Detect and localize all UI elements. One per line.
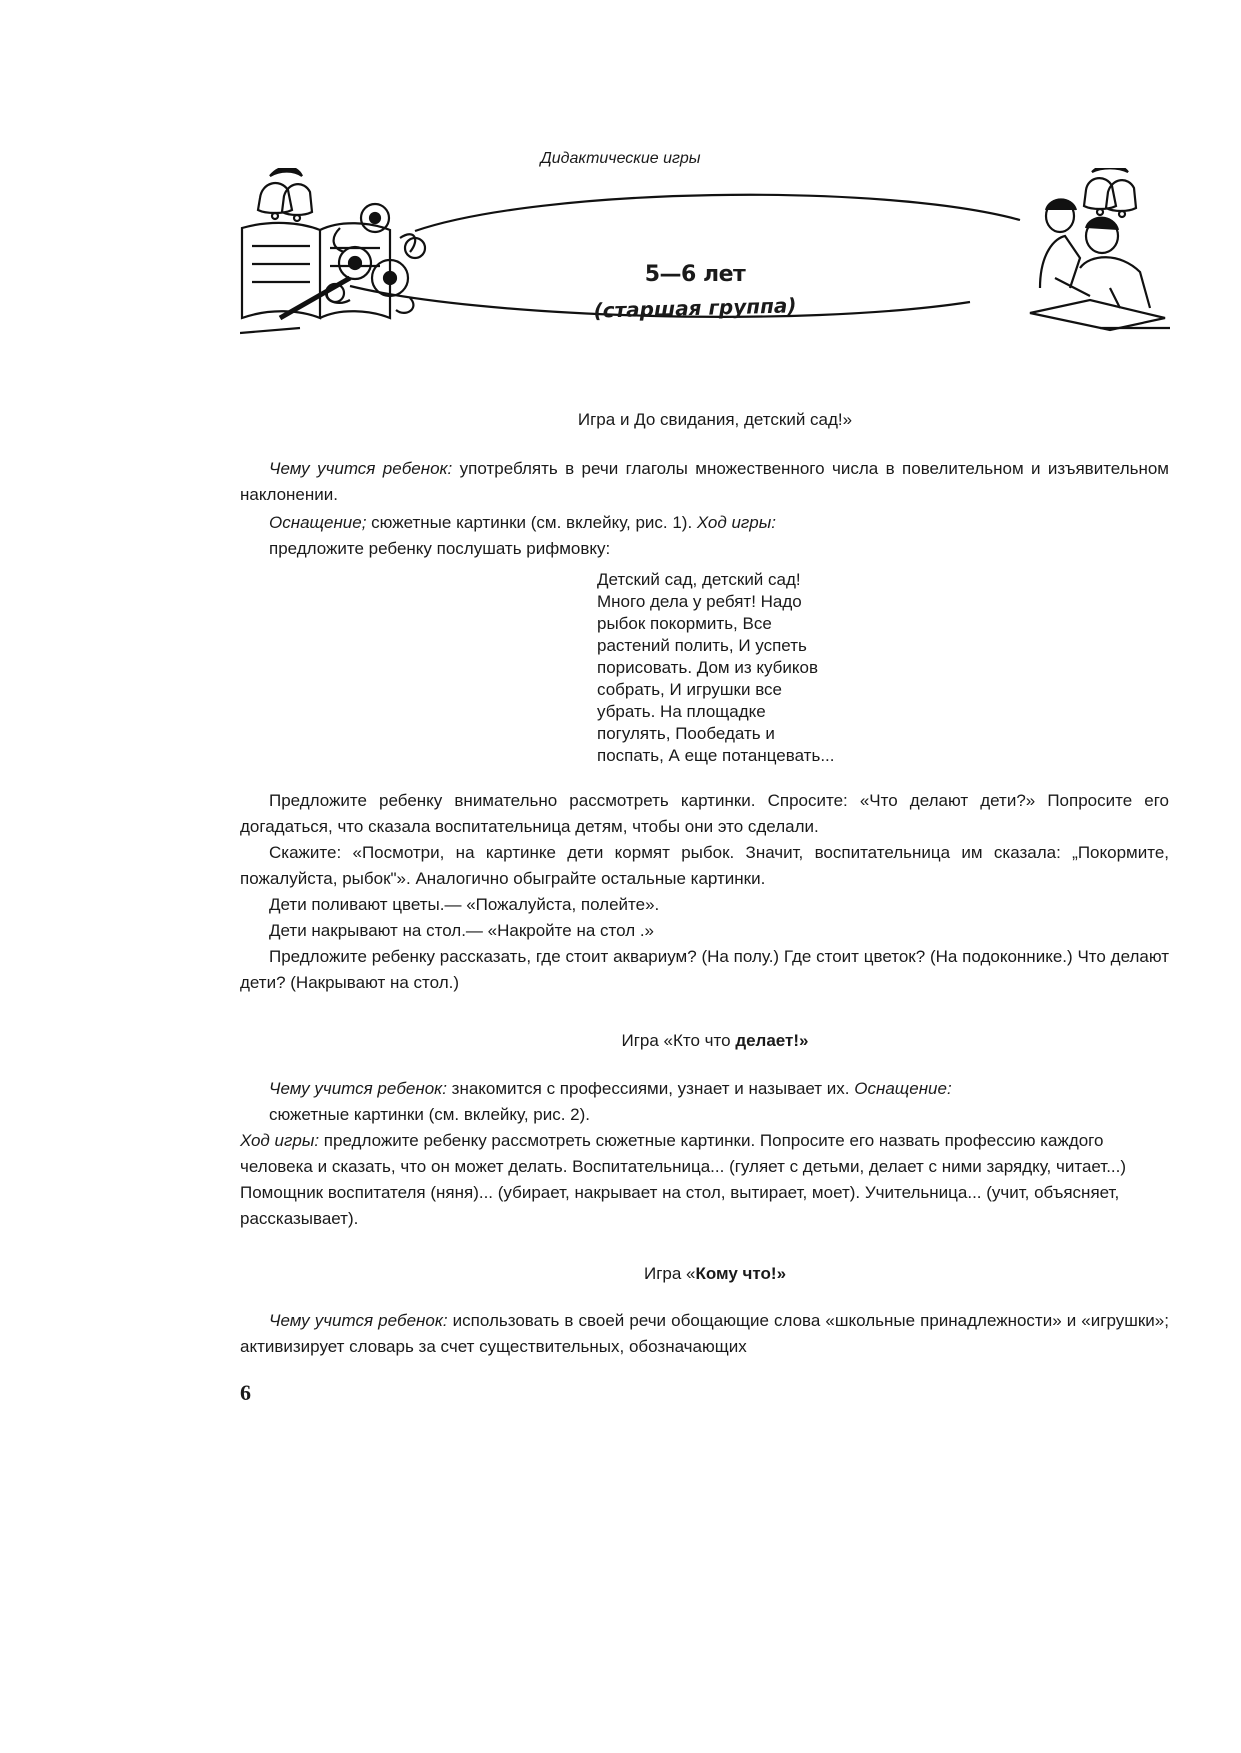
game3-title-prefix: Игра « xyxy=(643,1264,696,1283)
game2-title-bold: делает!» xyxy=(735,1031,809,1050)
game3-title-bold: Кому что!» xyxy=(695,1264,787,1283)
poem-line: поспать, А еще потанцевать... xyxy=(597,746,835,765)
game1-equipment-text: сюжетные картинки (см. вклейку, рис. 1). xyxy=(366,513,697,532)
page-number: 6 xyxy=(240,1380,251,1405)
poem-line: Много дела у ребят! Надо xyxy=(597,592,802,611)
game1-equipment xyxy=(269,510,1169,536)
game2-progress-text: предложите ребенку рассмотреть сюжетные картинки. Попросите его назвать профессию каждого человека и сказать, что он может делать. Воспитательница... (гуляет с детьми, делает с ними зарядку, читает...) Помощник воспитателя (няня)... (убирает, накрывает на стол, вытирает, моет). Учительница... (учит, объясняет, рассказывает). xyxy=(240,1131,1127,1228)
game1-equipment-label: Оснащение; xyxy=(269,513,367,532)
banner-bottom-line xyxy=(240,328,300,333)
game2-progress-label: Ход игры: xyxy=(240,1131,320,1150)
poem-line: собрать, И игрушки все xyxy=(597,680,782,699)
game3-goal-label: Чему учится ребенок: xyxy=(269,1311,448,1330)
game1-intro: предложите ребенку послушать рифмовку: xyxy=(269,539,611,558)
game1-paragraph: Предложите ребенку рассказать, где стоит аквариум? (На полу.) Где стоит цветок? (На подоконнике.) Что делают дети? (Накрывают на стол.) xyxy=(240,947,1169,992)
game2-goal-label: Чему учится ребенок: xyxy=(269,1079,447,1098)
game1-goal-label: Чему учится ребенок: xyxy=(269,459,453,478)
game1-goal xyxy=(240,456,1169,508)
banner-arc-top xyxy=(415,195,1020,231)
poem-line: Детский сад, детский сад! xyxy=(597,570,801,589)
children-studying-icon xyxy=(1030,200,1165,331)
banner-title: 5—6 лет xyxy=(644,262,746,287)
poem-line: растений полить, И успеть xyxy=(597,636,807,655)
running-title: Дидактические игры xyxy=(540,150,701,167)
game2-progress xyxy=(240,1128,1169,1232)
game2-goal xyxy=(240,1076,1169,1102)
poem-line: убрать. На площадке xyxy=(597,702,766,721)
game3-title xyxy=(0,1264,1241,1284)
banner-subtitle: (старшая группа) xyxy=(593,293,797,323)
bells-left-icon xyxy=(258,168,312,221)
poem-line: рыбок покормить, Все xyxy=(597,614,772,633)
game1-progress-label: Ход игры: xyxy=(696,513,776,532)
game1-paragraph: Дети накрывают на стол.— «Накройте на стол .» xyxy=(269,921,655,940)
game2-equipment-label: Оснащение: xyxy=(854,1079,952,1098)
game1-paragraph: Дети поливают цветы.— «Пожалуйста, полейте». xyxy=(269,895,660,914)
game1-goal-text: употреблять в речи глаголы множественного числа в повелительном и изъявительном наклонении. xyxy=(240,459,1169,504)
game2-goal-text: знакомится с профессиями, узнает и называет их. xyxy=(446,1079,855,1098)
game1-paragraph: Предложите ребенку внимательно рассмотреть картинки. Спросите: «Что делают дети?» Попросите его догадаться, что сказала воспитательница детям, чтобы они это сделали. xyxy=(240,791,1169,836)
game2-title-prefix: Игра «Кто что xyxy=(621,1031,736,1050)
game3-goal xyxy=(240,1308,1169,1360)
poem-line: порисовать. Дом из кубиков xyxy=(597,658,819,677)
open-book-icon xyxy=(242,223,390,318)
game1-poem xyxy=(597,569,835,767)
bells-right-icon xyxy=(1084,168,1136,217)
game3-goal-text: использовать в своей речи обощающие слова «школьные принадлежности» и «игрушки»; активизирует словарь за счет существительных, обозначающих xyxy=(240,1311,1169,1356)
game2-title xyxy=(0,1031,1241,1051)
game1-paragraph: Скажите: «Посмотри, на картинке дети кормят рыбок. Значит, воспитательница им сказала: „Покормите, пожалуйста, рыбок"». Аналогично обыграйте остальные картинки. xyxy=(240,843,1169,888)
game1-title: Игра и До свидания, детский сад!» xyxy=(577,410,853,429)
poem-line: погулять, Пообедать и xyxy=(597,724,775,743)
game2-equipment-text: сюжетные картинки (см. вклейку, рис. 2). xyxy=(269,1105,590,1124)
